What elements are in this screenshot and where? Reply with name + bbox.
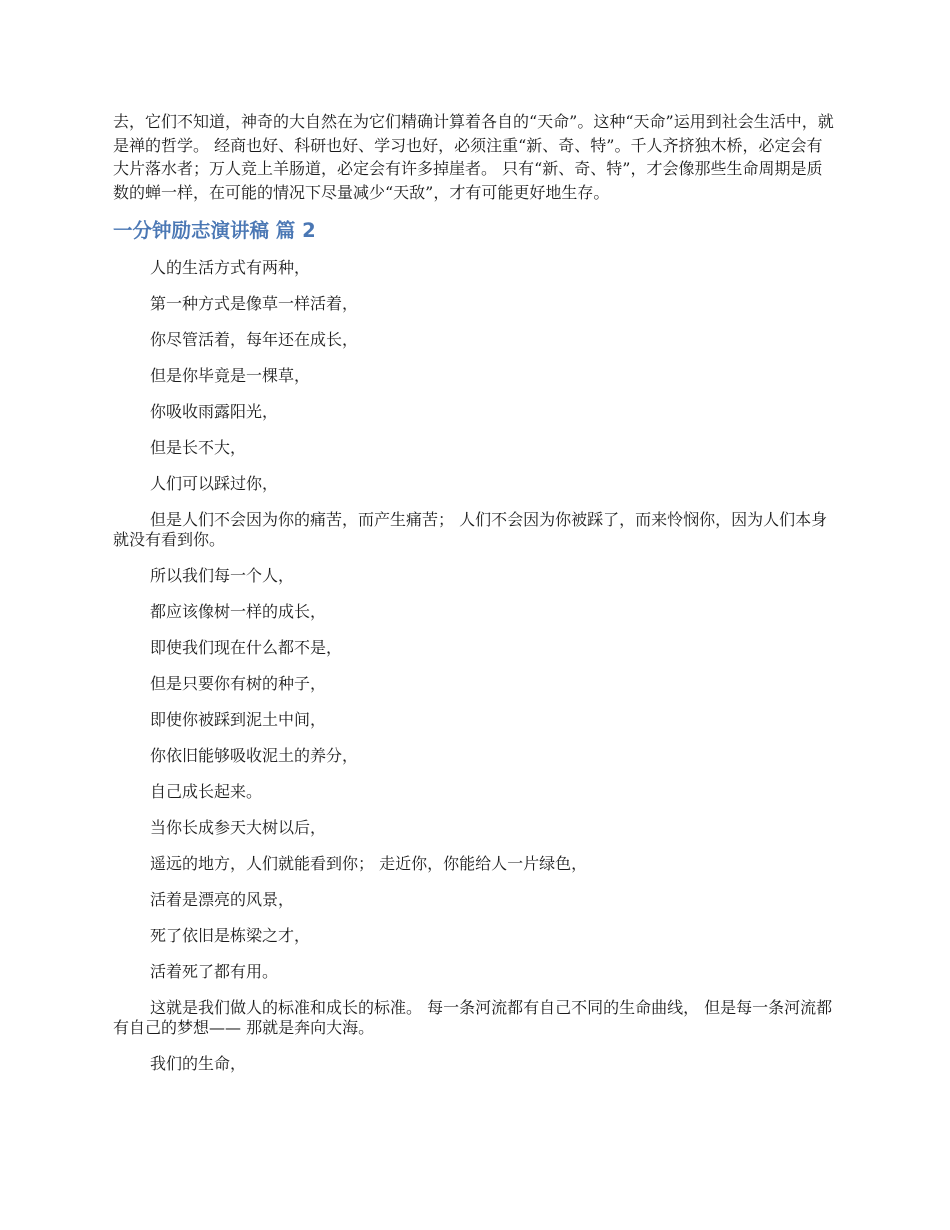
body-paragraph: 人们可以踩过你，: [150, 474, 279, 493]
section-heading: 一分钟励志演讲稿 篇 2: [113, 219, 316, 242]
body-paragraph: 你吸收雨露阳光，: [150, 402, 279, 421]
body-paragraph: 但是你毕竟是一棵草，: [150, 366, 311, 385]
body-paragraph: 你尽管活着，每年还在成长，: [150, 330, 359, 349]
body-paragraph: 我们的生命，: [150, 1054, 247, 1073]
body-paragraph: 但是只要你有树的种子，: [150, 674, 327, 693]
body-paragraph: 死了依旧是栋梁之才，: [150, 926, 311, 945]
body-paragraph: 活着是漂亮的风景，: [150, 890, 295, 909]
body-paragraph: 所以我们每一个人，: [150, 566, 295, 585]
body-paragraph: 但是人们不会因为你的痛苦，而产生痛苦； 人们不会因为你被踩了，而来怜悯你，因为人们本身就没有看到你。: [113, 510, 828, 549]
body-paragraph: 你依旧能够吸收泥土的养分，: [150, 746, 359, 765]
body-paragraph: 自己成长起来。: [150, 782, 263, 801]
intro-paragraph: 去，它们不知道，神奇的大自然在为它们精确计算着各自的“天命”。这种“天命”运用到社会生活中，就是禅的哲学。 经商也好、科研也好、学习也好，必须注重“新、奇、特”。千人齐挤独木桥，必定会有大片落水者；万人竞上羊肠道，必定会有许多掉崖者。 只有“新、奇、特”，才会像那些生命周期是质数的蝉一样，在可能的情况下尽量减少“天敌”，才有可能更好地生存。: [113, 112, 834, 202]
body-paragraph: 活着死了都有用。: [150, 962, 279, 981]
body-paragraph: 人的生活方式有两种，: [150, 258, 311, 277]
body-paragraph: 遥远的地方，人们就能看到你； 走近你，你能给人一片绿色，: [150, 854, 588, 873]
body-paragraph: 即使你被踩到泥土中间，: [150, 710, 327, 729]
body-paragraph: 当你长成参天大树以后，: [150, 818, 327, 837]
body-paragraph: 即使我们现在什么都不是，: [150, 638, 343, 657]
body-paragraph: 但是长不大，: [150, 438, 247, 457]
body-paragraph: 这就是我们做人的标准和成长的标准。 每一条河流都有自己不同的生命曲线， 但是每一条河流都有自己的梦想—— 那就是奔向大海。: [113, 998, 833, 1037]
body-paragraph: 第一种方式是像草一样活着，: [150, 294, 359, 313]
body-paragraph: 都应该像树一样的成长，: [150, 602, 327, 621]
document-page: [113, 110, 838, 1090]
